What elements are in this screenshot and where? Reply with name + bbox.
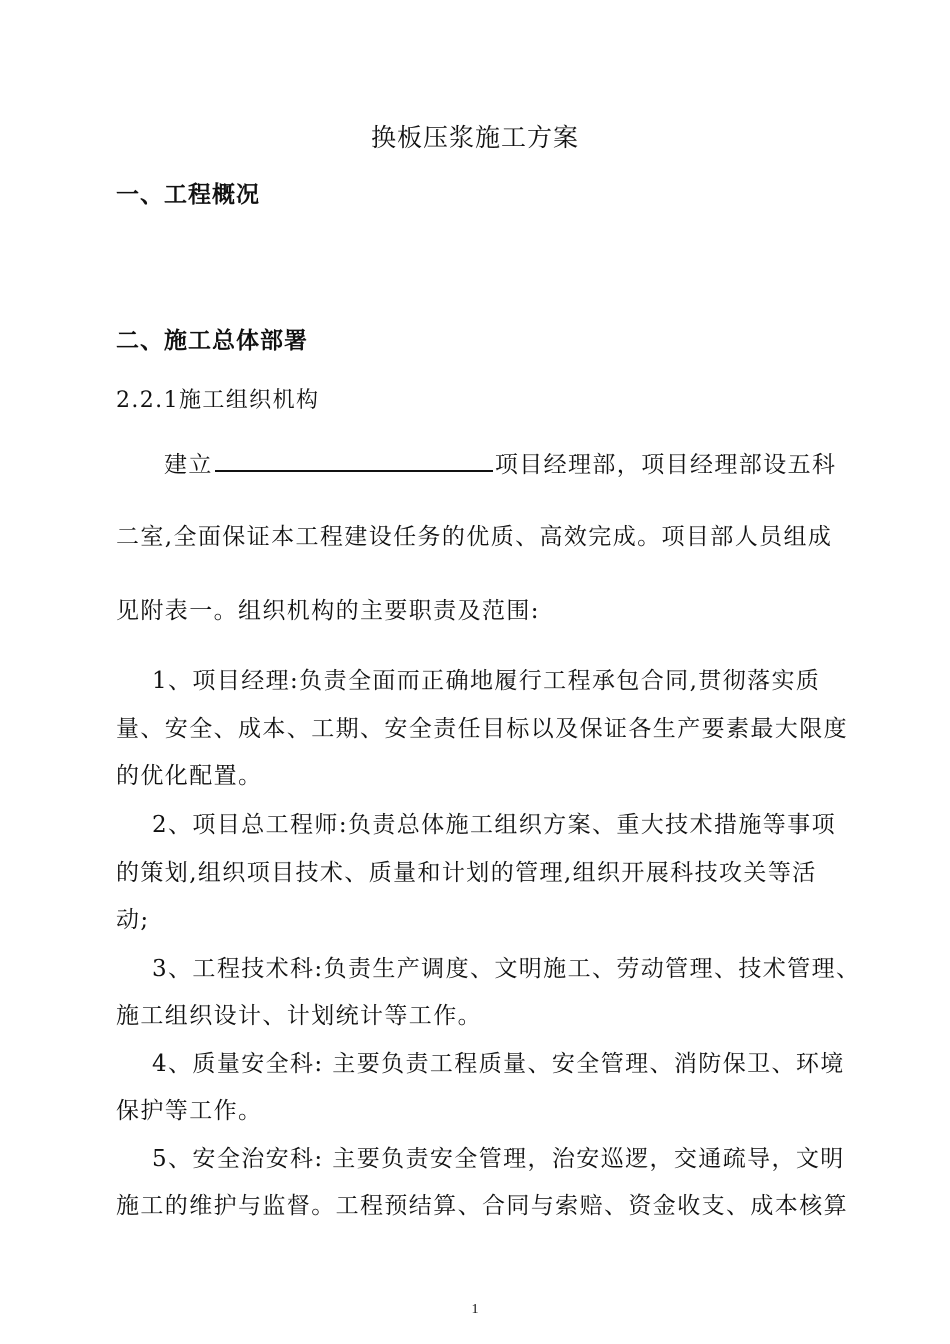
intro-suffix: 项目经理部，项目经理部设五科 xyxy=(494,452,837,478)
subsection-heading: 2.2.1施工组织机构 xyxy=(116,388,320,413)
section-heading-overview: 一、工程概况 xyxy=(116,182,260,208)
intro-line-2: 二室,全面保证本工程建设任务的优质、高效完成。项目部人员组成 xyxy=(116,524,833,550)
document-title: 换板压浆施工方案 xyxy=(370,123,579,152)
duty-3-line-2: 施工组织设计、计划统计等工作。 xyxy=(116,1003,482,1029)
intro-line-3: 见附表一。组织机构的主要职责及范围: xyxy=(116,598,540,624)
duty-3-line-1: 3、工程技术科:负责生产调度、文明施工、劳动管理、技术管理、 xyxy=(152,956,861,982)
intro-line-1 xyxy=(164,446,836,479)
duty-1-line-1: 1、项目经理:负责全面而正确地履行工程承包合同,贯彻落实质 xyxy=(152,668,821,694)
duty-2-line-3: 动; xyxy=(116,907,150,933)
section-heading-deployment: 二、施工总体部署 xyxy=(116,328,308,354)
duty-4-line-2: 保护等工作。 xyxy=(116,1098,263,1124)
duty-5-line-2: 施工的维护与监督。工程预结算、合同与索赔、资金收支、成本核算 xyxy=(116,1193,848,1219)
duty-1-line-3: 的优化配置。 xyxy=(116,763,263,789)
duty-2-line-2: 的策划,组织项目技术、质量和计划的管理,组织开展科技攻关等活 xyxy=(116,860,817,886)
page-number: 1 xyxy=(471,1302,479,1317)
duty-5-line-1: 5、安全治安科: 主要负责安全管理，治安巡逻，交通疏导，文明 xyxy=(152,1146,845,1172)
blank-fill-line xyxy=(215,448,493,472)
duty-1-line-2: 量、安全、成本、工期、安全责任目标以及保证各生产要素最大限度 xyxy=(116,716,848,742)
intro-prefix: 建立 xyxy=(164,452,213,478)
duty-2-line-1: 2、项目总工程师:负责总体施工组织方案、重大技术措施等事项 xyxy=(152,812,836,838)
duty-4-line-1: 4、质量安全科: 主要负责工程质量、安全管理、消防保卫、环境 xyxy=(152,1051,845,1077)
